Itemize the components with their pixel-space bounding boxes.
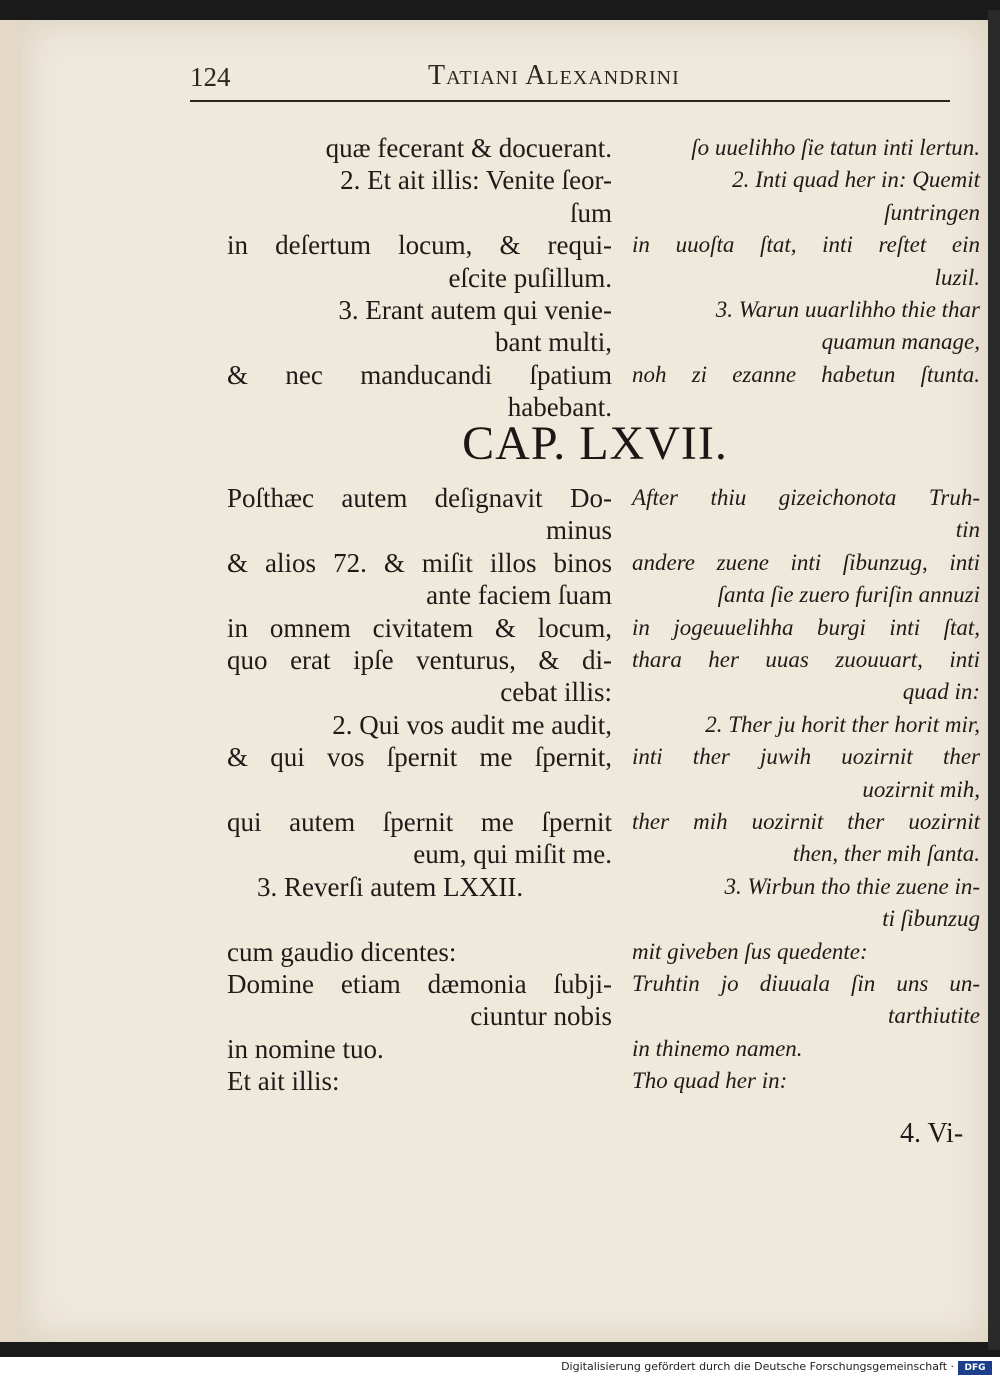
- text-line: [0, 262, 1000, 294]
- text-line: [0, 871, 1000, 903]
- text-line: [0, 514, 1000, 546]
- old-german-text: 2. Ther ju horit ther horit mir,: [705, 711, 980, 737]
- text-line: [0, 968, 1000, 1000]
- latin-text: in omnem civitatem & locum,: [227, 612, 612, 643]
- latin-text: 2. Qui vos audit me audit,: [332, 709, 612, 740]
- text-line: [0, 936, 1000, 968]
- latin-text: quæ fecerant & docuerant.: [325, 133, 612, 163]
- old-german-text: in jogeuuelihha burgi inti ſtat,: [632, 614, 980, 640]
- catchword: 4. Vi-: [900, 1118, 964, 1149]
- old-german-text: ther mih uozirnit ther uozirnit: [632, 809, 980, 834]
- old-german-text: then, ther mih ſanta.: [792, 841, 980, 867]
- old-german-text: quamun manage,: [821, 329, 980, 355]
- old-german-text: thara her uuas zuouuart, inti: [632, 647, 980, 672]
- latin-text: 3. Erant autem qui venie-: [338, 295, 612, 325]
- old-german-text: ſuntringen: [884, 199, 980, 225]
- latin-text: cebat illis:: [500, 677, 612, 708]
- text-line: [0, 294, 1000, 326]
- latin-text: Et ait illis:: [227, 1066, 340, 1097]
- old-german-text: Tho quad her in:: [632, 1068, 788, 1094]
- text-line: [0, 164, 1000, 196]
- text-line: [0, 482, 1000, 514]
- old-german-text: ti ſibunzug: [882, 906, 980, 932]
- latin-text: minus: [545, 515, 612, 546]
- page-header: [190, 62, 950, 102]
- old-german-text: quad in:: [902, 679, 980, 705]
- running-head: Tatiani Alexandrini: [428, 60, 680, 91]
- old-german-text: in thinemo namen.: [632, 1035, 803, 1061]
- text-line: [0, 359, 1000, 391]
- text-line: [0, 774, 1000, 806]
- dfg-logo: DFG: [958, 1361, 992, 1375]
- text-line: [0, 903, 1000, 935]
- latin-text: cum gaudio dicentes:: [227, 936, 457, 967]
- text-line: [0, 1065, 1000, 1097]
- text-line: [0, 326, 1000, 358]
- latin-text: in nomine tuo.: [227, 1033, 384, 1064]
- text-line: [0, 547, 1000, 579]
- latin-text: quo erat ipſe venturus, & di-: [227, 645, 612, 675]
- text-line: [0, 612, 1000, 644]
- latin-text: ſum: [569, 197, 612, 228]
- text-line: [0, 579, 1000, 611]
- text-line: [0, 229, 1000, 261]
- footer-bar: [0, 1357, 1000, 1379]
- old-german-text: noh zi ezanne habetun ſtunta.: [632, 361, 980, 387]
- latin-text: eum, qui miſit me.: [413, 839, 612, 870]
- text-line: [0, 132, 1000, 164]
- text-line: [0, 644, 1000, 676]
- latin-text: Poſthæc autem deſignavit Do-: [227, 483, 612, 513]
- text-line: [0, 806, 1000, 838]
- text-line: [0, 197, 1000, 229]
- text-line: [0, 838, 1000, 870]
- old-german-text: ſanta ſie zuero furiſin annuzi: [717, 582, 980, 608]
- text-line: [0, 676, 1000, 708]
- latin-text: qui autem ſpernit me ſpernit: [227, 807, 612, 837]
- latin-text: & qui vos ſpernit me ſpernit,: [227, 742, 612, 773]
- old-german-text: 3. Warun uuarlihho thie thar: [715, 297, 980, 322]
- old-german-text: 2. Inti quad her in: Quemit: [732, 167, 980, 193]
- latin-text: in deſertum locum, & requi-: [227, 230, 612, 261]
- latin-text: Domine etiam dæmonia ſubji-: [227, 969, 612, 999]
- header-rule: [190, 100, 950, 102]
- latin-text: 3. Reverſi autem LXXII.: [257, 871, 524, 902]
- old-german-text: After thiu gizeichonota Truh-: [632, 485, 980, 510]
- old-german-text: in uuoſta ſtat, inti reſtet ein: [632, 232, 980, 258]
- latin-text: & alios 72. & miſit illos binos: [227, 547, 612, 578]
- latin-text: ante faciem ſuam: [426, 580, 612, 611]
- old-german-text: uozirnit mih,: [862, 776, 980, 802]
- latin-text: eſcite puſillum.: [448, 262, 612, 293]
- old-german-text: ſo uuelihho ſie tatun inti lertun.: [691, 135, 980, 160]
- text-line: [0, 1033, 1000, 1065]
- old-german-text: tarthiutite: [888, 1003, 980, 1029]
- latin-text: bant multi,: [495, 327, 612, 358]
- text-line: [0, 1000, 1000, 1032]
- old-german-text: tin: [955, 517, 980, 543]
- text-line: [0, 709, 1000, 741]
- latin-text: habebant.: [507, 392, 612, 423]
- old-german-text: andere zuene inti ſibunzug, inti: [632, 549, 980, 575]
- footer-credit: Digitalisierung gefördert durch die Deutsche Forschungsgemeinschaft ·: [561, 1360, 954, 1373]
- old-german-text: mit giveben ſus quedente:: [632, 938, 868, 964]
- text-line: [0, 741, 1000, 773]
- old-german-text: Truhtin jo diuuala ſin uns un-: [632, 971, 980, 996]
- latin-text: & nec manducandi ſpatium: [227, 359, 612, 390]
- old-german-text: luzil.: [934, 264, 980, 290]
- latin-text: 2. Et ait illis: Venite ſeor-: [340, 165, 612, 196]
- chapter-title: CAP. LXVII.: [462, 417, 728, 470]
- old-german-text: 3. Wirbun tho thie zuene in-: [724, 873, 980, 899]
- latin-text: ciuntur nobis: [470, 1001, 612, 1032]
- page-number: 124: [190, 62, 231, 92]
- old-german-text: inti ther juwih uozirnit ther: [632, 744, 980, 770]
